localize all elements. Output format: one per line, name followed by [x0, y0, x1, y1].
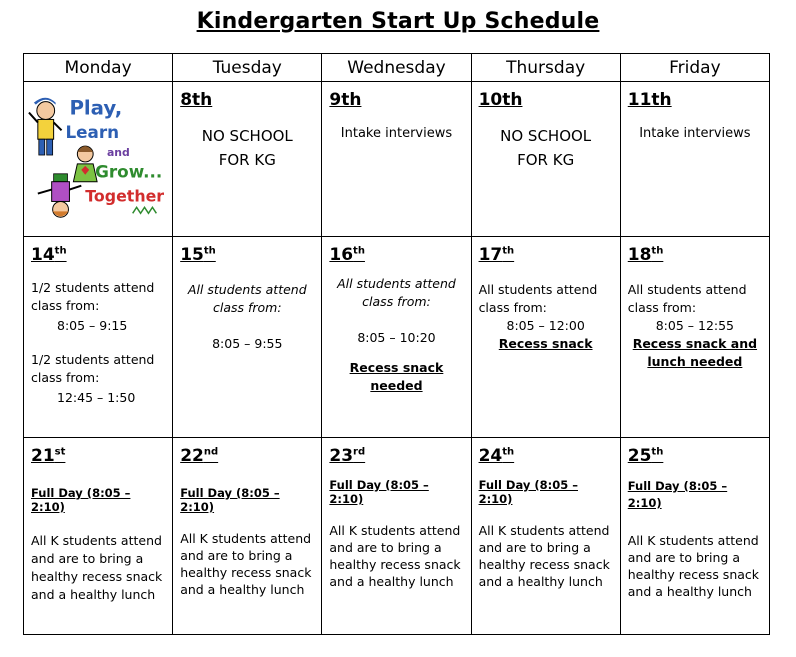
attend-text: All students attend class from:	[478, 282, 598, 315]
attend-time: 8:05 – 10:20	[357, 330, 436, 345]
full-day-label: Full Day (8:05 – 2:10)	[478, 478, 578, 506]
full-day-label: Full Day (8:05 – 2:10)	[329, 478, 429, 506]
cell-mon-14	[24, 237, 173, 438]
week-2-row	[24, 237, 770, 438]
cell-thu-24	[471, 438, 620, 635]
cell-wed-16	[322, 237, 471, 438]
date-label: 22nd	[180, 446, 219, 466]
girl-figure-icon	[73, 146, 97, 182]
full-day-text: All K students attend and are to bring a healthy recess snack and a healthy lunch	[329, 523, 461, 589]
header-row	[24, 54, 770, 82]
header-thursday: Thursday	[471, 54, 620, 82]
cell-tue-15	[173, 237, 322, 438]
cell-wed-23	[322, 438, 471, 635]
attend-time: 8:05 – 12:00	[506, 318, 585, 333]
cell-fri-18	[620, 237, 769, 438]
cell-tue-8	[173, 82, 322, 237]
date-label: 14th	[31, 245, 67, 265]
recess-note: Recess snack and lunch needed	[632, 336, 758, 369]
logo-word-grow: Grow...	[95, 161, 163, 182]
play-learn-grow-logo	[24, 82, 172, 232]
attend-text-2: 1/2 students attend class from:	[31, 352, 155, 385]
date-label: 21st	[31, 446, 66, 466]
date-label: 18th	[627, 245, 664, 265]
cell-fri-25	[620, 438, 769, 635]
week-3-row	[24, 438, 770, 635]
logo-word-learn: Learn	[65, 122, 120, 143]
no-school-line1: NO SCHOOL	[500, 127, 592, 145]
recess-note: Recess snack needed	[349, 360, 444, 393]
attend-text-1: 1/2 students attend class from:	[31, 280, 155, 313]
date-label: 24th	[478, 446, 515, 466]
no-school-line2: FOR KG	[517, 151, 575, 169]
cell-mon-21	[24, 438, 173, 635]
date-label: 16th	[329, 245, 365, 265]
recess-note: Recess snack	[498, 336, 593, 351]
date-label: 23rd	[329, 446, 366, 466]
intake-text: Intake interviews	[639, 126, 751, 141]
header-friday: Friday	[620, 54, 769, 82]
cell-wed-9	[322, 82, 471, 237]
no-school-line2: FOR KG	[218, 151, 276, 169]
page-title: Kindergarten Start Up Schedule	[196, 9, 600, 34]
cell-thu-10	[471, 82, 620, 237]
attend-time-2: 12:45 – 1:50	[57, 390, 136, 405]
cell-thu-17	[471, 237, 620, 438]
date-label: 15th	[180, 245, 216, 265]
date-label: 10th	[478, 90, 523, 110]
logo-word-play: Play,	[69, 96, 123, 120]
date-label: 9th	[329, 90, 362, 110]
week-1-row	[24, 82, 770, 237]
header-wednesday: Wednesday	[322, 54, 471, 82]
logo-cell	[24, 82, 173, 237]
no-school-line1: NO SCHOOL	[201, 127, 293, 145]
header-tuesday: Tuesday	[173, 54, 322, 82]
attend-time-1: 8:05 – 9:15	[57, 318, 128, 333]
attend-text: All students attend class from:	[337, 276, 456, 309]
boy-figure-icon	[29, 98, 62, 155]
full-day-label: Full Day (8:05 – 2:10)	[31, 486, 131, 514]
date-label: 11th	[627, 90, 672, 110]
date-label: 25th	[627, 446, 664, 466]
attend-time: 8:05 – 9:55	[212, 336, 283, 351]
attend-text: All students attend class from:	[627, 282, 747, 315]
attend-time: 8:05 – 12:55	[655, 318, 735, 333]
logo-word-and: and	[106, 146, 130, 160]
date-label: 17th	[478, 245, 515, 265]
cell-tue-22	[173, 438, 322, 635]
header-monday: Monday	[24, 54, 173, 82]
attend-text: All students attend class from:	[187, 282, 307, 315]
full-day-text: All K students attend and are to bring a healthy recess snack and a healthy lunch	[180, 531, 312, 597]
full-day-label: Full Day (8:05 – 2:10)	[180, 486, 280, 514]
schedule-table	[23, 53, 770, 635]
intake-text: Intake interviews	[340, 126, 453, 141]
cell-fri-11	[620, 82, 769, 237]
full-day-text: All K students attend and are to bring a healthy recess snack and a healthy lunch	[627, 533, 760, 599]
full-day-label: Full Day (8:05 – 2:10)	[627, 479, 728, 510]
date-label: 8th	[180, 90, 213, 110]
logo-word-together: Together	[85, 186, 165, 206]
full-day-text: All K students attend and are to bring a healthy recess snack and a healthy lunch	[31, 533, 163, 602]
full-day-text: All K students attend and are to bring a healthy recess snack and a healthy lunch	[478, 523, 610, 589]
